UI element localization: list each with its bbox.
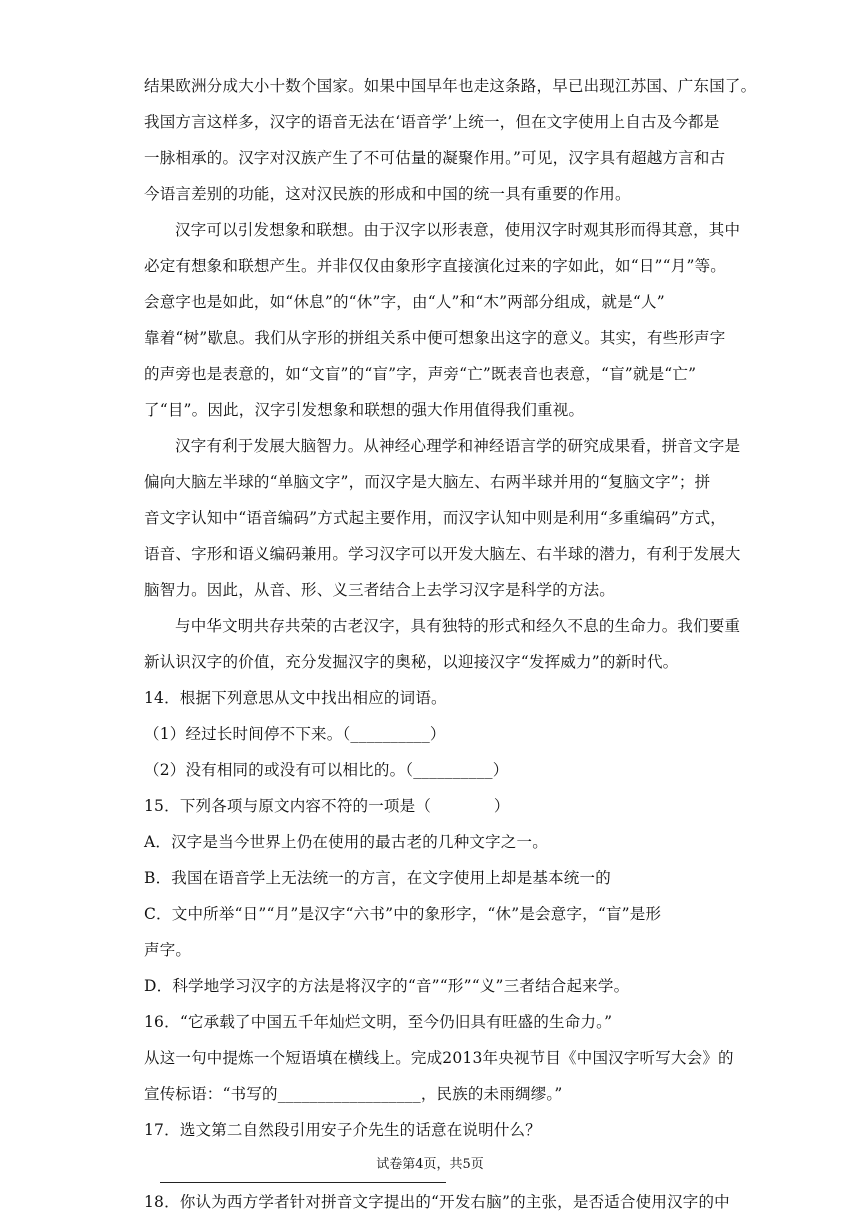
option-a[interactable]: A．汉字是当今世界上仍在使用的最古老的几种文字之一。 <box>144 833 548 851</box>
text-line: 我国方言这样多，汉字的语音无法在‘语音学’上统一，但在文字使用上自古及今都是 <box>144 113 720 131</box>
question-stem: 14．根据下列意思从文中找出相应的词语。 <box>144 689 447 707</box>
question-15 <box>144 788 718 1004</box>
paragraph-brain <box>144 428 741 608</box>
question-14 <box>144 680 718 788</box>
text-line: 新认识汉字的价值，充分发掘汉字的奥秘，以迎接汉字“发挥威力”的新时代。 <box>144 653 679 671</box>
text-line: 脑智力。因此，从音、形、义三者结合上去学习汉字是科学的方法。 <box>144 581 616 599</box>
question-stem: 18．你认为西方学者针对拼音文字提出的“开发右脑”的主张，是否适合使用汉字的中 <box>144 1193 730 1211</box>
answer-underline <box>160 1182 446 1183</box>
text-line: 偏向大脑左半球的“单脑文字”，而汉字是大脑左、右两半球并用的“复脑文字”；拼 <box>144 473 711 491</box>
option-b[interactable]: B．我国在语音学上无法统一的方言，在文字使用上却是基本统一的 <box>144 869 611 887</box>
paragraph-unity <box>144 68 757 212</box>
question-stem: 17．选文第二自然段引用安子介先生的话意在说明什么？ <box>144 1121 541 1139</box>
question-text: 从这一句中提炼一个短语填在横线上。完成2013年央视节目《中国汉字听写大会》的 <box>144 1049 734 1067</box>
question-stem: 15．下列各项与原文内容不符的一项是（ ） <box>144 797 510 815</box>
text-line: 汉字可以引发想象和联想。由于汉字以形表意，使用汉字时观其形而得其意，其中 <box>175 221 741 239</box>
paragraph-conclusion <box>144 608 741 680</box>
text-line: 语音、字形和语义编码兼用。学习汉字可以开发大脑左、右半球的潜力，有利于发展大 <box>144 545 741 563</box>
text-line: 会意字也是如此，如“休息”的“休”字，由“人”和“木”两部分组成，就是“人” <box>144 293 665 311</box>
text-line: 结果欧洲分成大小十数个国家。如果中国早年也走这条路，早已出现江苏国、广东国了。 <box>144 77 757 95</box>
text-line: 今语言差别的功能，这对汉民族的形成和中国的统一具有重要的作用。 <box>144 185 631 203</box>
question-stem: 16．“它承载了中国五千年灿烂文明，至今仍旧具有旺盛的生命力。” <box>144 1013 613 1031</box>
question-item[interactable]: （2）没有相同的或没有可以相比的。（__________） <box>144 761 509 779</box>
page-footer: 试卷第4页，共5页 <box>376 1157 484 1172</box>
text-line: 一脉相承的。汉字对汉族产生了不可估量的凝聚作用。”可见，汉字具有超越方言和古 <box>144 149 726 167</box>
fill-in-line[interactable]: 宣传标语：“书写的__________________，民族的未雨绸缪。” <box>144 1085 563 1103</box>
page-content <box>144 68 757 1220</box>
question-18 <box>144 1184 730 1220</box>
question-item[interactable]: （1）经过长时间停不下来。（__________） <box>144 725 446 743</box>
text-line: 靠着“树”歇息。我们从字形的拼组关系中便可想象出这字的意义。其实，有些形声字 <box>144 329 726 347</box>
option-c[interactable]: C．文中所举“日”“月”是汉字“六书”中的象形字，“休”是会意字，“盲”是形 <box>144 905 662 923</box>
text-line: 音文字认知中“语音编码”方式起主要作用，而汉字认知中则是利用“多重编码”方式， <box>144 509 726 527</box>
text-line: 汉字有利于发展大脑智力。从神经心理学和神经语言学的研究成果看，拼音文字是 <box>175 437 741 455</box>
text-line: 必定有想象和联想产生。并非仅仅由象形字直接演化过来的字如此，如“日”“月”等。 <box>144 257 726 275</box>
text-line: 的声旁也是表意的，如“文盲”的“盲”字，声旁“亡”既表音也表意，“盲”就是“亡” <box>144 365 697 383</box>
question-16 <box>144 1004 734 1112</box>
paragraph-imagination <box>144 212 741 428</box>
option-d[interactable]: D．科学地学习汉字的方法是将汉字的“音”“形”“义”三者结合起来学。 <box>144 977 630 995</box>
option-c-continued[interactable]: 声字。 <box>144 941 192 959</box>
text-line: 了“目”。因此，汉字引发想象和联想的强大作用值得我们重视。 <box>144 401 585 419</box>
text-line: 与中华文明共存共荣的古老汉字，具有独特的形式和经久不息的生命力。我们要重 <box>175 617 741 635</box>
